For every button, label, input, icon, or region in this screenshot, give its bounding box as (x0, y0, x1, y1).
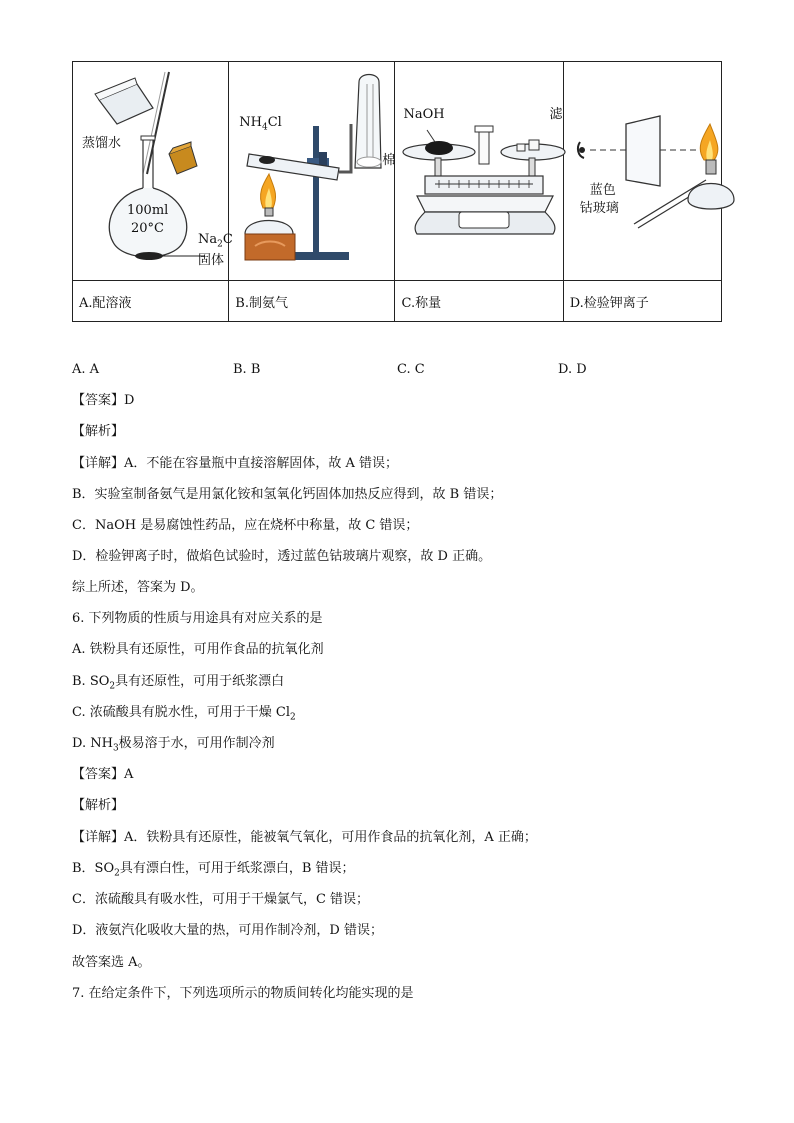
q5-analysis-label: 【解析】 (72, 424, 125, 439)
q6-conclusion: 故答案选 A。 (72, 955, 151, 970)
caption-c: C.称量 (395, 281, 563, 322)
ammonia-apparatus-drawing (229, 62, 395, 280)
caption-b: B.制氨气 (229, 281, 395, 322)
q5-detail-b: B．实验室制备氨气是用氯化铵和氢氧化钙固体加热反应得到，故 B 错误； (72, 487, 503, 502)
label-solid: 固体 (198, 253, 225, 268)
flame-test-drawing (564, 62, 722, 280)
q5-answer: 【答案】D (72, 393, 135, 408)
q6-option-b: B. $SO_2$具有还原性，可用于纸浆漂白 (72, 674, 285, 692)
label-blue: 蓝色 (589, 183, 616, 198)
q6-stem: 6. 下列物质的性质与用途具有对应关系的是 (72, 611, 323, 626)
label-cotton: 棉 (382, 153, 396, 168)
apparatus-cell-c (395, 62, 563, 281)
q5-option-c: C. C (397, 362, 425, 377)
apparatus-table (72, 61, 722, 322)
apparatus-cell-d (563, 62, 721, 281)
label-ammonium-chloride: $NH_4Cl$ (239, 115, 282, 133)
q7-stem: 7. 在给定条件下，下列选项所示的物质间转化均能实现的是 (72, 986, 414, 1001)
label-cobalt-glass: 钴玻璃 (579, 201, 619, 216)
q6-detail-a: 【详解】A．铁粉具有还原性，能被氧气氧化，可用作食品的抗氧化剂，A 正确； (72, 830, 537, 845)
apparatus-cell-b (229, 62, 395, 281)
label-filter-paper: 滤 (549, 107, 563, 122)
q6-option-c: C. 浓硫酸具有脱水性，可用于干燥 $Cl_2$ (72, 705, 296, 723)
q5-conclusion: 综上所述，答案为 D。 (72, 580, 204, 595)
label-naoh: NaOH (403, 107, 445, 122)
q5-detail-d: D．检验钾离子时，做焰色试验时，透过蓝色钴玻璃片观察，故 D 正确。 (72, 549, 492, 564)
apparatus-cell-a (73, 62, 233, 281)
q6-detail-c: C．浓硫酸具有吸水性，可用于干燥氯气，C 错误； (72, 892, 370, 907)
q5-options (72, 362, 722, 380)
q6-option-d: D. $NH_3$极易溶于水，可用作制冷剂 (72, 736, 275, 754)
q5-option-a: A. A (72, 362, 100, 377)
q5-option-d: D. D (558, 362, 587, 377)
balance-drawing (395, 62, 563, 280)
q6-detail-d: D．液氨汽化吸收大量的热，可用作制冷剂，D 错误； (72, 923, 383, 938)
label-flask-volume: 100ml (127, 203, 169, 218)
q6-detail-b: B．$SO_2$具有漂白性，可用于纸浆漂白，B 错误； (72, 861, 355, 879)
label-solid-formula: $Na_2C$ (198, 232, 233, 250)
q6-analysis-label: 【解析】 (72, 798, 125, 813)
q5-detail-c: C．NaOH 是易腐蚀性药品，应在烧杯中称量，故 C 错误； (72, 518, 419, 533)
q6-option-a: A. 铁粉具有还原性，可用作食品的抗氧化剂 (72, 642, 324, 657)
caption-d: D.检验钾离子 (563, 281, 721, 322)
q5-detail-a: 【详解】A．不能在容量瓶中直接溶解固体，故 A 错误； (72, 456, 399, 471)
label-flask-temperature: 20°C (131, 221, 164, 236)
label-distilled-water: 蒸馏水 (82, 136, 122, 151)
q6-answer: 【答案】A (72, 767, 134, 782)
q5-option-b: B. B (233, 362, 261, 377)
caption-a: A.配溶液 (73, 281, 229, 322)
